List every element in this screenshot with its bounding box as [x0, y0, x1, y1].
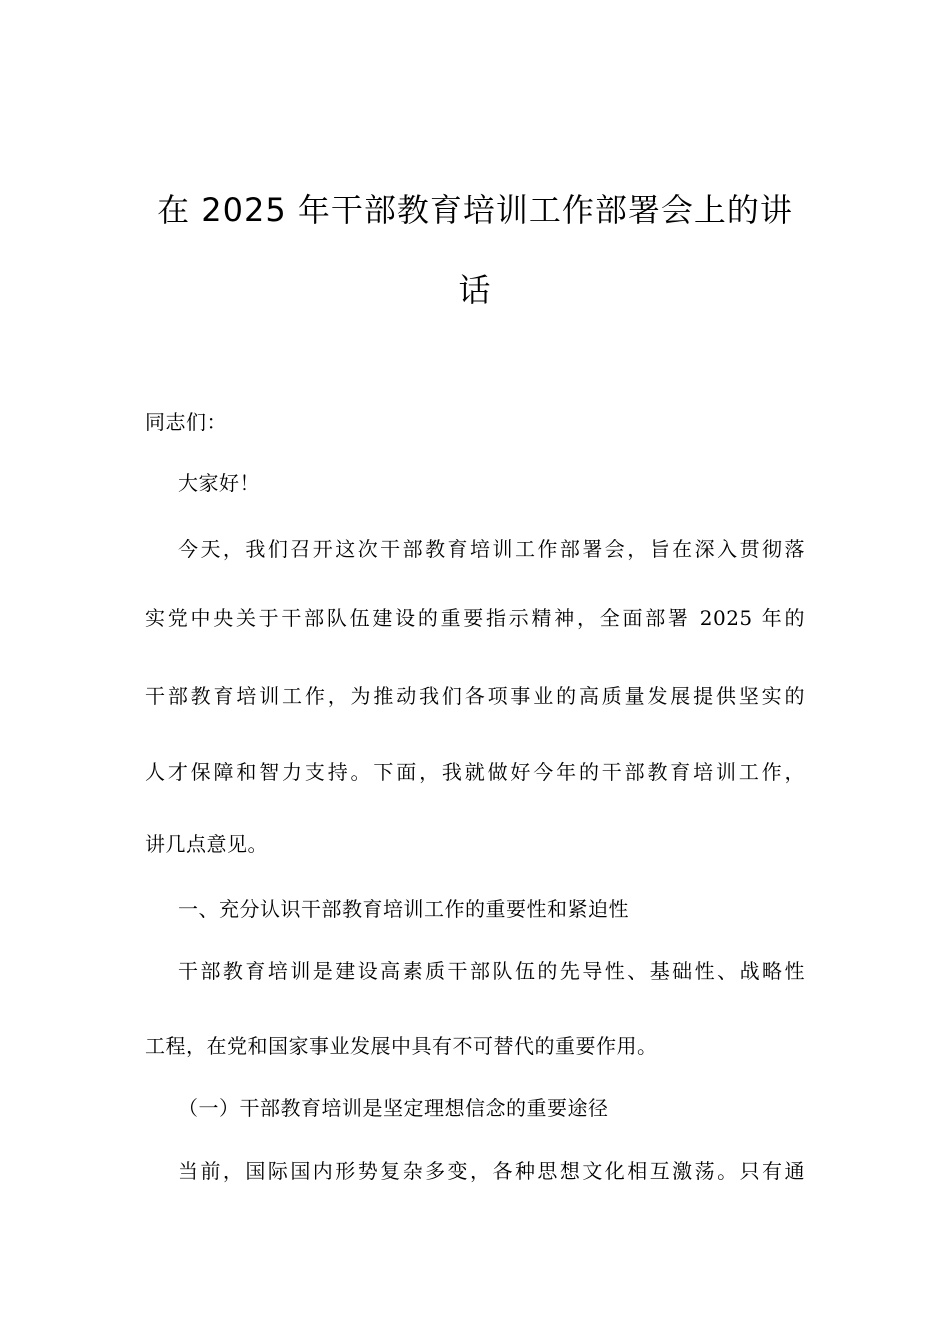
- intro-paragraph-line-2: 实党中央关于干部队伍建设的重要指示精神，全面部署 2025 年的: [145, 606, 805, 630]
- document-title-line-2: 话: [458, 271, 492, 309]
- subsection-1-paragraph-line-1: 当前，国际国内形势复杂多变，各种思想文化相互激荡。只有通: [178, 1159, 805, 1183]
- intro-paragraph-line-3: 干部教育培训工作，为推动我们各项事业的高质量发展提供坚实的: [145, 684, 805, 708]
- greeting: 大家好！: [178, 471, 260, 495]
- intro-paragraph-line-1: 今天，我们召开这次干部教育培训工作部署会，旨在深入贯彻落: [178, 537, 805, 561]
- section-1-paragraph-line-2: 工程，在党和国家事业发展中具有不可替代的重要作用。: [145, 1034, 658, 1058]
- document-title-line-1: 在 2025 年干部教育培训工作部署会上的讲: [157, 191, 793, 229]
- intro-paragraph-line-5: 讲几点意见。: [145, 832, 268, 856]
- section-1-heading: 一、充分认识干部教育培训工作的重要性和紧迫性: [178, 897, 629, 921]
- subsection-1-heading: （一）干部教育培训是坚定理想信念的重要途径: [178, 1096, 609, 1120]
- salutation: 同志们：: [145, 410, 227, 434]
- intro-paragraph-line-4: 人才保障和智力支持。下面，我就做好今年的干部教育培训工作，: [145, 760, 805, 784]
- section-1-paragraph-line-1: 干部教育培训是建设高素质干部队伍的先导性、基础性、战略性: [178, 959, 805, 983]
